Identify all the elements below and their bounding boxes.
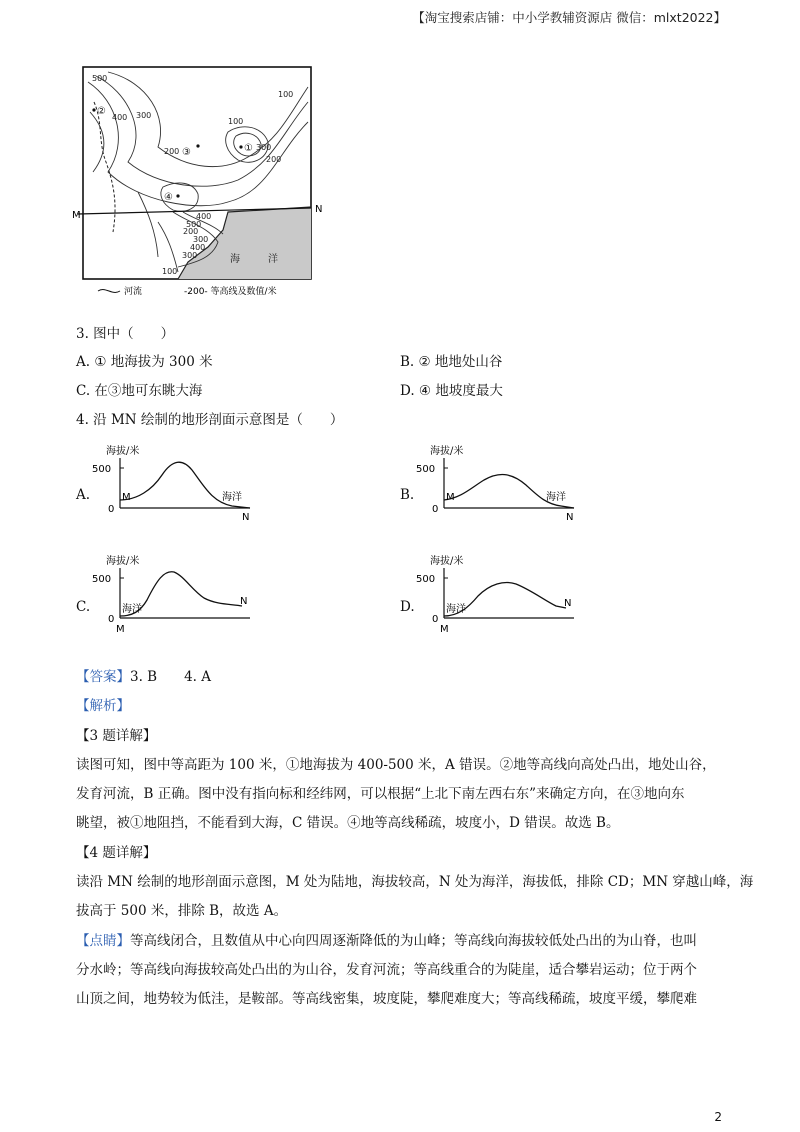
tip-text: 等高线闭合，且数值从中心向四周逐渐降低的为山峰；等高线向海拔较低处凸出的为山脊，也叫 — [130, 933, 697, 949]
detail-4-title: 【4 题详解】 — [76, 845, 157, 861]
point-2: ② — [97, 106, 106, 117]
profile-ylabel: 海拔/米 — [430, 556, 464, 567]
q4-option-a-letter: A. — [76, 487, 91, 503]
detail-4-line-1: 读沿 MN 绘制的地形剖面示意图，M 处为陆地，海拔较高，N 处为海洋，海拔低，排除 CD；MN 穿越山峰，海 — [76, 874, 754, 890]
contour-label: 500 — [92, 74, 108, 83]
tick-500: 500 — [416, 574, 436, 585]
profile-n: N — [240, 596, 248, 607]
point-4: ④ — [164, 192, 173, 203]
contour-label: 300 — [256, 143, 272, 152]
profile-m: M — [122, 492, 131, 503]
tip-line-2: 分水岭；等高线向海拔较高处凸出的为山谷，发育河流；等高线重合的为陡崖，适合攀岩运动；位于两个 — [76, 962, 697, 978]
map-label-m: M — [72, 210, 81, 221]
sea-label: 海 — [230, 254, 240, 265]
detail-4-line-2: 拔高于 500 米，排除 B，故选 A。 — [76, 903, 288, 919]
detail-3-line-2: 发育河流，B 正确。图中没有指向标和经纬网，可以根据“上北下南左西右东”来确定方向，在③地向东 — [76, 786, 685, 802]
answer-tag: 【答案】 — [76, 669, 130, 685]
profile-sea: 海洋 — [122, 604, 142, 615]
tick-0: 0 — [432, 614, 439, 625]
q4-option-c-letter: C. — [76, 599, 91, 615]
contour-label: 300 — [182, 251, 198, 260]
tip-line-1 — [76, 931, 697, 951]
tick-500: 500 — [92, 464, 112, 475]
legend-contour: -200- 等高线及数值/米 — [184, 287, 277, 297]
tick-0: 0 — [108, 504, 115, 515]
profile-d — [416, 550, 596, 638]
contour-map — [72, 62, 328, 302]
point-3: ③ — [182, 147, 191, 158]
profile-c — [92, 550, 272, 638]
profile-sea: 海洋 — [546, 492, 566, 503]
legend-river: 河流 — [124, 287, 143, 297]
profile-ylabel: 海拔/米 — [106, 446, 140, 457]
q3-option-b: B. ② 地地处山谷 — [400, 354, 503, 370]
contour-label: 400 — [196, 212, 212, 221]
q4-option-d-letter: D. — [400, 599, 415, 615]
tick-500: 500 — [416, 464, 436, 475]
q3-option-d: D. ④ 地坡度最大 — [400, 383, 503, 399]
contour-label: 100 — [228, 117, 244, 126]
contour-label: 100 — [162, 267, 178, 276]
detail-3-line-3: 眺望，被①地阻挡，不能看到大海，C 错误。④地等高线稀疏，坡度小，D 错误。故选 B。 — [76, 815, 620, 831]
contour-label: 200 — [183, 227, 199, 236]
contour-label: 100 — [278, 90, 294, 99]
point-1: ① — [244, 143, 253, 154]
profile-ylabel: 海拔/米 — [430, 446, 464, 457]
profile-m: M — [440, 624, 449, 635]
contour-label: 200 — [266, 155, 282, 164]
answer-text: 3. B 4. A — [130, 669, 212, 685]
contour-label: 300 — [193, 235, 209, 244]
analysis-tag: 【解析】 — [76, 698, 130, 714]
profile-ylabel: 海拔/米 — [106, 556, 140, 567]
contour-label: 300 — [136, 111, 152, 120]
detail-3-title: 【3 题详解】 — [76, 728, 157, 744]
tick-0: 0 — [108, 614, 115, 625]
contour-map-svg — [72, 62, 328, 302]
tick-500: 500 — [92, 574, 112, 585]
q4-option-b-letter: B. — [400, 487, 415, 503]
answer-line — [76, 667, 211, 687]
q4-stem: 4. 沿 MN 绘制的地形剖面示意图是（ ） — [76, 412, 344, 428]
q3-option-c: C. 在③地可东眺大海 — [76, 383, 203, 399]
profile-m: M — [446, 492, 455, 503]
profile-n: N — [564, 598, 572, 609]
detail-3-line-1: 读图可知，图中等高距为 100 米，①地海拔为 400-500 米，A 错误。②地等高线向高处凸出，地处山谷， — [76, 757, 716, 773]
profile-b — [416, 440, 596, 528]
contour-label: 400 — [190, 243, 206, 252]
q3-stem: 3. 图中（ ） — [76, 326, 175, 342]
profile-sea: 海洋 — [446, 604, 466, 615]
page-number: 2 — [714, 1110, 722, 1124]
tip-line-3: 山顶之间，地势较为低洼，是鞍部。等高线密集，坡度陡，攀爬难度大；等高线稀疏，坡度平缓，攀爬难 — [76, 991, 697, 1007]
profile-sea: 海洋 — [222, 492, 242, 503]
map-label-n: N — [315, 204, 323, 215]
page-header: 【淘宝搜索店铺：中小学教辅资源店 微信：mlxt2022】 — [412, 10, 726, 25]
contour-label: 200 — [164, 147, 180, 156]
contour-label: 400 — [112, 113, 128, 122]
tip-tag: 【点睛】 — [76, 933, 130, 949]
q3-option-a: A. ① 地海拔为 300 米 — [76, 354, 213, 370]
sea-label: 洋 — [268, 254, 278, 265]
tick-0: 0 — [432, 504, 439, 515]
contour-label: 500 — [186, 220, 202, 229]
profile-n: N — [242, 512, 250, 523]
profile-m: M — [116, 624, 125, 635]
profile-a — [92, 440, 272, 528]
profile-n: N — [566, 512, 574, 523]
